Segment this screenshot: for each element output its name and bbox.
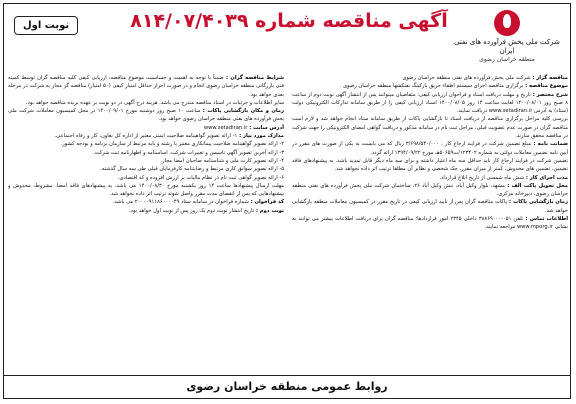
right-column-paragraph-text: تلفن ۰۵۱-۳۸۸۶۹۰۰۰ داخلی ۲۳۴۵ امور قراردادها؛ مناقصه گران برای دریافت اطلاعات بیشتر می توانند به نشانی www.mporg.ir مراجعه نمایند. xyxy=(292,216,568,231)
right-column-paragraph-text: تضمین شرکت در فرایند ارجاع کار باید حداقل سه ماه اعتبار داشته و برای سه ماه دیگر قابل تمدید باشد. به پیشنهادهای فاقد تضمین، تضمین های مخدوش، کمتر از میزان مقرر، چک شخصی و نظایر آن مطلقا ترتیب اثر داده نخواهد شد. xyxy=(292,157,568,173)
right-column-paragraph xyxy=(292,215,568,232)
left-column-paragraph-text: ۴- ارائه تصویر کارت ملی و شناسنامه صاحبان امضا مجاز. xyxy=(160,157,284,164)
right-column-paragraph-label: محل تحویل پاکت الف : xyxy=(504,182,568,189)
company-name: شرکت ملی پخش فرآورده های نفتی ایران xyxy=(454,38,560,55)
left-column-paragraph-text: تاریخ انتشار نوبت دوم یک روز پس از نوبت اول خواهد بود. xyxy=(129,207,255,214)
left-column-paragraph xyxy=(8,157,284,165)
left-column-paragraph xyxy=(8,207,284,215)
left-column-paragraph xyxy=(8,165,284,173)
left-column-paragraph xyxy=(8,124,284,132)
left-column-paragraph xyxy=(8,198,284,206)
right-column-paragraph xyxy=(292,174,568,182)
left-column-paragraph xyxy=(8,107,284,124)
left-column-paragraph xyxy=(8,182,284,199)
notice-title xyxy=(124,8,454,34)
round-badge: نوبت اول xyxy=(14,16,78,35)
flame-logo-icon xyxy=(494,10,520,36)
right-column-paragraph xyxy=(292,198,568,215)
left-column-paragraph-text: ساعت ۱۰ صبح روز دوشنبه مورخ ۱۴۰۰/۰۹/۰۱ در محل کمیسیون معاملات شرکت ملی پخش فرآورده های نفتی منطقه خراسان رضوی خواهد بود. xyxy=(8,108,284,123)
left-column-paragraph-text: شماره فراخوان در سامانه ستاد ۲۰۰۰۰۹۱۱۸۶۰۰۰۰۴۹ می باشد. xyxy=(112,199,249,206)
left-column-paragraph-text: www.setadiran.ir xyxy=(203,124,248,131)
left-column-paragraph-label: آدرس سایت : xyxy=(247,124,284,131)
right-column-paragraph xyxy=(292,82,568,90)
right-column-paragraph xyxy=(292,115,568,140)
right-column-paragraph xyxy=(292,140,568,157)
notice-header xyxy=(6,6,570,72)
right-column-paragraph-label: زمان بازگشایی پاکات : xyxy=(506,199,568,206)
left-column-paragraph-text: ۵- ارائه تصویر سوابق کاری مرتبط و رضایتنامه کارفرمایان قبلی طی سه سال گذشته. xyxy=(100,166,284,173)
right-column-paragraph-text: تاریخ و مهلت دریافت اسناد و فراخوان ارزیابی کیفی: متقاضیان میتوانند پس از انتشار آگهی نوبت دوم از ساعت ۸ صبح روز ۱۴۰۰/۰۸/۰۱ لغایت ساعت ۱۴ روز ۱۴۰۰/۰۸/۰۵ اسناد ارزیابی کیفی را از طریق سامانه تدارکات الکترونیکی دولت (ستاد) به آدرس www.setadiran.ir دریافت نمایند. xyxy=(292,91,568,115)
right-column-paragraph-text: پاکات مناقصه گران پس از تایید ارزیابی کیفی در تاریخ مقرر در کمیسیون معاملات منطقه بازگشایی خواهد شد. xyxy=(292,199,568,214)
left-column-paragraph-text: سایر اطلاعات و جزئیات در اسناد مناقصه مندرج می باشد. هزینه درج آگهی در دو نوبت بر عهده برنده مناقصه خواهد بود. xyxy=(25,99,284,106)
left-column-paragraph-text: مهلت ارسال پیشنهادها ساعت ۱۴ روز یکشنبه مورخ ۱۴۰۰/۰۸/۳۰ می باشد. به پیشنهادهای فاقد امضا، مشروط، مخدوش و پیشنهادهایی که پس از انقضای مدت مقرر واصل شوند ترتیب اثر داده نخواهد شد. xyxy=(8,182,284,198)
left-column-paragraph-label: شرایط مناقصه گران : xyxy=(223,75,284,81)
right-column-paragraph xyxy=(292,157,568,174)
left-column-paragraph-label: کد فراخوان : xyxy=(248,199,284,206)
right-column-paragraph xyxy=(292,74,568,82)
footer-signature: روابط عمومی منطقه خراسان رضوی xyxy=(3,375,571,400)
right-column-paragraph-text: مبلغ تضمین شرکت در فرایند ارجاع کار : ۳/۶۹۸/۵۴۰/۰۰۰ ریال که می بایست به یکی از صورت های مقرر در آیین نامه تضمین معاملات دولتی به شماره ۱۲۳۴۰۲/ت۵۰۶۵۹هـ مورخ ۱۳۹۴/۰۹/۲۲ ارائه گردد. xyxy=(292,141,568,156)
left-column-paragraph-text: ۳- ارائه آخرین تصویر آگهی تاسیس و تغییرات شرکت، اساسنامه و اظهارنامه ثبت شرکت. xyxy=(92,149,284,156)
right-column-paragraph-text: شرکت ملی پخش فرآورده های نفتی منطقه خراسان رضوی xyxy=(402,75,531,81)
tender-number: ۸۱۴/۰۷/۴۰۳۹ xyxy=(130,10,249,32)
left-column-paragraph-label: نوبت دوم : xyxy=(254,207,284,214)
left-column-paragraph-label: زمان و مکان بازگشایی پاکات : xyxy=(200,108,284,115)
left-column-paragraph xyxy=(8,140,284,148)
right-column xyxy=(292,74,568,370)
right-column-paragraph-label: مدت اجرای کار : xyxy=(524,174,568,181)
title-line xyxy=(124,8,454,34)
right-column-paragraph-label: موضوع مناقصه : xyxy=(523,83,568,90)
left-column-paragraph-text: ۱- ارائه تصویر گواهینامه صلاحیت ایمنی معتبر از اداره کل تعاون، کار و رفاه اجتماعی. xyxy=(54,133,238,140)
title-prefix: آگهی مناقصه شماره xyxy=(255,10,448,32)
right-column-paragraph-text: مشهد، بلوار وکیل آباد، نبش وکیل آباد ۲۶، ساختمان شرکت ملی پخش فرآورده های نفتی منطقه خراسان رضوی، دبیرخانه مرکزی. xyxy=(292,182,568,198)
right-column-paragraph-text: برگزاری مناقصه اجرای سیستم اطفاء حریق پارکینگ نفتکشها منطقه خراسان رضوی . xyxy=(339,83,524,90)
notice-body xyxy=(8,74,568,370)
left-column-paragraph xyxy=(8,99,284,107)
right-column-paragraph-label: شرح مختصر : xyxy=(530,91,568,98)
left-column-paragraph-text: ۲- ارائه تصویر گواهینامه صلاحیت پیمانکاری معتبر با رشته و پایه مرتبط از سازمان برنامه و بودجه کشور. xyxy=(60,141,284,148)
right-column-paragraph-label: اطلاعات تماس : xyxy=(523,216,568,223)
left-column-paragraph xyxy=(8,74,284,99)
left-column-paragraph-text: ضمناً با توجه به اهمیت و حساسیت موضوع مناقصه، ارزیابی کیفی کلیه مناقصه گران توسط کمیته فنی بازرگانی منطقه خراسان رضوی انجام و در صورت احراز حداقل امتیاز کیفی (۵۰ امتیاز) مناقصه گر مجاز به شرکت در مرحله بعدی خواهد بود. xyxy=(8,75,284,98)
left-column-paragraph-label: مدارک مورد نیاز : xyxy=(237,133,284,140)
left-column-paragraph-text: ۶- ارائه تصویر گواهی ثبت نام در نظام مالیات بر ارزش افزوده و کد اقتصادی. xyxy=(117,174,284,181)
left-column-paragraph xyxy=(8,132,284,140)
right-column-paragraph-text: شش ماه شمسی از تاریخ ابلاغ قرارداد. xyxy=(439,174,525,181)
right-column-paragraph-label: ضمانت نامه : xyxy=(531,141,568,148)
company-region: منطقه خراسان رضوی xyxy=(479,56,535,63)
left-column-paragraph xyxy=(8,149,284,157)
right-column-paragraph xyxy=(292,91,568,116)
left-column xyxy=(8,74,284,370)
right-column-paragraph-text: بررسی کلیه مراحل برگزاری مناقصه از دریافت اسناد تا بازگشایی پاکات از طریق سامانه ستاد انجام خواهد شد و لازم است مناقصه گران در صورت عدم عضویت قبلی، مراحل ثبت نام در سامانه مذکور و دریافت گواهی امضای الکترونیکی را جهت شرکت در مناقصه محقق سازند. xyxy=(292,116,568,140)
right-column-paragraph xyxy=(292,182,568,199)
right-column-paragraph-label: مناقصه گزار : xyxy=(530,75,568,81)
left-column-paragraph xyxy=(8,174,284,182)
company-logo xyxy=(448,10,566,68)
